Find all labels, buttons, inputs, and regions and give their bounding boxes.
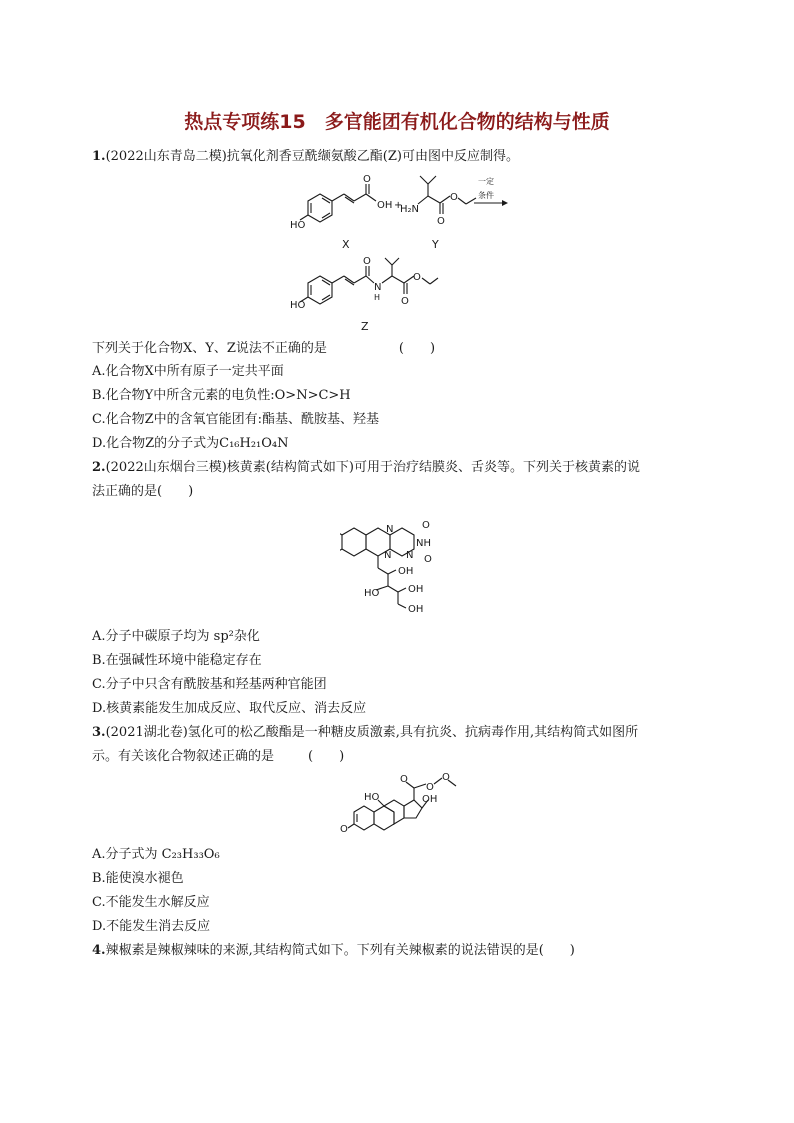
- atom-o: O: [422, 520, 430, 531]
- option-c: C.化合物Z中的含氧官能团有:酯基、酰胺基、羟基: [92, 412, 380, 427]
- atom-o: O: [424, 554, 432, 565]
- atom-o: O: [400, 774, 408, 785]
- atom-ho: HO: [290, 300, 306, 311]
- question-1-prompt: 下列关于化合物X、Y、Z说法不正确的是 ( ): [92, 341, 436, 356]
- atom-ho: HO: [290, 220, 306, 231]
- atom-o: O: [426, 782, 434, 793]
- option-a: A.分子式为 C₂₃H₃₃O₆: [92, 847, 220, 862]
- question-number: 1.: [92, 149, 106, 164]
- question-4-stem: 4.辣椒素是辣椒辣味的来源,其结构简式如下。下列有关辣椒素的说法错误的是( ): [92, 943, 575, 958]
- label-z: Z: [361, 320, 369, 333]
- answer-bracket: ( ): [398, 341, 436, 356]
- arrow-condition-bottom: 条件: [478, 191, 494, 200]
- structure-riboflavin: [340, 518, 460, 612]
- option-b: B.能使溴水褪色: [92, 871, 184, 886]
- plus-sign: +: [394, 200, 403, 211]
- label-x: X: [342, 238, 350, 251]
- atom-oh: OH: [377, 200, 393, 211]
- atom-o: O: [450, 192, 458, 203]
- reaction-scheme-xy: [290, 172, 520, 234]
- arrow-condition-top: 一定: [478, 177, 494, 186]
- atom-oh: OH: [408, 584, 424, 595]
- option-a: A.分子中碳原子均为 sp²杂化: [92, 629, 260, 644]
- atom-o: O: [413, 272, 421, 283]
- label-y: Y: [432, 238, 439, 251]
- page-title: 热点专项练15 多官能团有机化合物的结构与性质: [184, 111, 610, 133]
- atom-o: O: [340, 824, 348, 835]
- option-c: C.分子中只含有酰胺基和羟基两种官能团: [92, 677, 327, 692]
- atom-o: O: [363, 256, 371, 267]
- atom-nh: NH: [416, 538, 431, 549]
- option-d: D.核黄素能发生加成反应、取代反应、消去反应: [92, 701, 367, 716]
- atom-h2n: H₂N: [400, 204, 420, 215]
- question-2-stem-cont: 法正确的是( ): [92, 484, 194, 499]
- atom-ho: HO: [364, 792, 380, 803]
- atom-n: N: [374, 282, 382, 293]
- atom-n: N: [406, 550, 414, 561]
- structure-hydrocortisone-acetate: [338, 770, 468, 838]
- atom-o: O: [442, 772, 450, 783]
- atom-n: N: [384, 550, 392, 561]
- question-3-stem-cont: 示。有关该化合物叙述正确的是 ( ): [92, 749, 345, 764]
- option-b: B.化合物Y中所含元素的电负性:O>N>C>H: [92, 388, 351, 403]
- atom-o: O: [363, 174, 371, 185]
- atom-oh: OH: [422, 794, 438, 805]
- structure-z: [290, 256, 440, 312]
- atom-oh: OH: [408, 604, 424, 612]
- atom-o: O: [437, 216, 445, 227]
- atom-h: H: [374, 293, 381, 302]
- option-d: D.化合物Z的分子式为C₁₆H₂₁O₄N: [92, 436, 289, 451]
- question-2-stem: 2.(2022山东烟台三模)核黄素(结构简式如下)可用于治疗结膜炎、舌炎等。下列关于核黄素的说: [92, 460, 640, 475]
- option-b: B.在强碱性环境中能稳定存在: [92, 653, 262, 668]
- answer-bracket: ( ): [308, 749, 345, 764]
- option-d: D.不能发生消去反应: [92, 919, 211, 934]
- question-3-stem: 3.(2021湖北卷)氢化可的松乙酸酯是一种糖皮质激素,具有抗炎、抗病毒作用,其结构简式如图所: [92, 725, 639, 740]
- question-1-stem: 1.(2022山东青岛二模)抗氧化剂香豆酰缬氨酸乙酯(Z)可由图中反应制得。: [92, 149, 519, 164]
- atom-n: N: [386, 524, 394, 535]
- atom-oh: OH: [398, 566, 414, 577]
- atom-o: O: [401, 296, 409, 307]
- option-c: C.不能发生水解反应: [92, 895, 210, 910]
- question-number: 2.: [92, 460, 106, 475]
- question-number: 4.: [92, 943, 106, 958]
- option-a: A.化合物X中所有原子一定共平面: [92, 364, 284, 379]
- atom-ho: HO: [364, 588, 380, 599]
- question-number: 3.: [92, 725, 106, 740]
